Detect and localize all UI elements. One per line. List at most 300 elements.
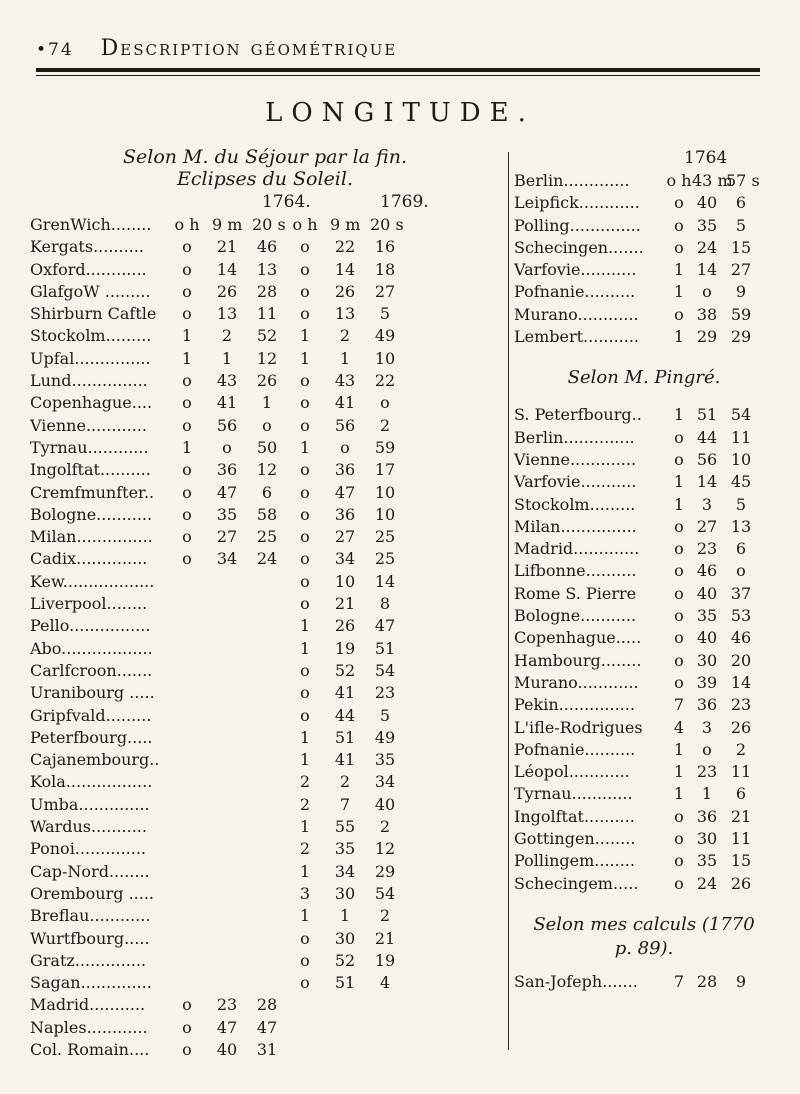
value-1764: 35: [216, 504, 238, 524]
place-name: Peterfbourg.....: [30, 727, 153, 747]
table-row: [514, 192, 774, 214]
value-1769: 1: [299, 638, 311, 658]
value-1769: 36: [334, 504, 356, 524]
value-1764: 1: [181, 326, 193, 346]
value-1769: 2: [299, 794, 311, 814]
value-1764: 46: [256, 237, 278, 257]
place-name: Abo..................: [30, 638, 153, 658]
value-1769: 14: [334, 259, 356, 279]
table-row: [30, 905, 500, 927]
value-1764: 43: [216, 371, 238, 391]
seconds: 59: [730, 304, 752, 324]
value-1764: 36: [216, 460, 238, 480]
value-1769: 1: [299, 817, 311, 837]
table-row: [514, 583, 774, 605]
place-name: Murano............: [514, 672, 639, 692]
place-name: Lund...............: [30, 371, 148, 391]
hours: o: [674, 606, 684, 626]
minutes: 24: [696, 237, 718, 257]
minutes: 43 m: [692, 171, 733, 190]
seconds: 6: [735, 784, 747, 804]
header-rule-thin: [36, 75, 760, 76]
place-name: Lifbonne..........: [514, 561, 637, 581]
value-1769: 59: [374, 437, 396, 457]
table-row: [514, 427, 774, 449]
place-name: Cajanembourg..: [30, 750, 160, 770]
value-1769: 41: [334, 393, 356, 413]
left-heading-1: Selon M. du Séjour par la fin.: [123, 146, 407, 168]
unit-label: 9 m: [330, 215, 361, 234]
value-1769: 21: [334, 594, 356, 614]
table-row: [30, 771, 500, 793]
value-1769: 26: [334, 281, 356, 301]
minutes: 36: [696, 695, 718, 715]
table-row: [514, 717, 774, 739]
seconds: 6: [735, 539, 747, 559]
table-row: [514, 806, 774, 828]
value-1769: 1: [299, 616, 311, 636]
value-1769: 29: [374, 861, 396, 881]
table-row: [30, 370, 500, 392]
seconds: 27: [730, 260, 752, 280]
value-1764: 12: [256, 460, 278, 480]
value-1764: o: [182, 304, 192, 324]
right-year-row: [514, 146, 774, 170]
hours: o h: [666, 171, 692, 190]
value-1769: o: [300, 281, 310, 301]
value-1769: 40: [374, 794, 396, 814]
value-1769: o: [300, 594, 310, 614]
value-1769: 3: [299, 883, 311, 903]
table-row: [30, 548, 500, 570]
table-row: [514, 627, 774, 649]
place-name: Stockolm.........: [514, 494, 636, 514]
left-heading-2: Eclipses du Soleil.: [176, 168, 354, 190]
place-name: Schecingen.......: [514, 237, 644, 257]
place-name: Pofnanie..........: [514, 739, 636, 759]
table-row: [514, 326, 774, 348]
value-1769: o: [300, 549, 310, 569]
table-row: [30, 682, 500, 704]
hours: o: [674, 427, 684, 447]
place-name: Breflau............: [30, 906, 151, 926]
table-row: [30, 236, 500, 258]
place-name: Kergats..........: [30, 237, 144, 257]
seconds: 21: [730, 806, 752, 826]
value-1769: o: [300, 660, 310, 680]
value-1764: o: [182, 237, 192, 257]
value-1769: 47: [374, 616, 396, 636]
unit-label: 9 m: [212, 215, 243, 234]
value-1769: 25: [374, 549, 396, 569]
table-row: [30, 259, 500, 281]
table-row: [514, 494, 774, 516]
value-1764: 1: [181, 348, 193, 368]
minutes: 36: [696, 806, 718, 826]
value-1769: 12: [374, 839, 396, 859]
place-name: Varfovie...........: [514, 260, 637, 280]
table-row: [30, 861, 500, 883]
place-name: Copenhague....: [30, 393, 153, 413]
place-name: Madrid...........: [30, 995, 146, 1015]
place-name: Gottingen........: [514, 829, 636, 849]
value-1764: 6: [261, 482, 273, 502]
value-1769: 10: [334, 571, 356, 591]
hours: 1: [673, 739, 685, 759]
table-row: [514, 516, 774, 538]
value-1764: 47: [216, 1017, 238, 1037]
value-1769: 49: [374, 727, 396, 747]
place-name: Tyrnau............: [514, 784, 633, 804]
value-1769: 2: [379, 906, 391, 926]
place-name: Stockolm.........: [30, 326, 152, 346]
seconds: 6: [735, 193, 747, 213]
minutes: 30: [696, 829, 718, 849]
value-1769: 13: [334, 304, 356, 324]
place-name: Pofnanie..........: [514, 282, 636, 302]
seconds: 37: [730, 583, 752, 603]
seconds: 5: [735, 494, 747, 514]
seconds: 13: [730, 516, 752, 536]
table-row: [30, 392, 500, 414]
minutes: 29: [696, 327, 718, 347]
place-name: Vienne.............: [514, 449, 637, 469]
value-1769: 34: [374, 772, 396, 792]
place-name: Tyrnau............: [30, 437, 149, 457]
value-1764: 1: [221, 348, 233, 368]
value-1769: 2: [339, 772, 351, 792]
value-1764: 21: [216, 237, 238, 257]
minutes: o: [702, 739, 712, 759]
value-1764: 40: [216, 1039, 238, 1059]
place-name: Carlfcroon.......: [30, 660, 153, 680]
value-1764: o: [182, 995, 192, 1015]
seconds: 5: [735, 215, 747, 235]
value-1764: o: [182, 281, 192, 301]
value-1769: 1: [299, 437, 311, 457]
unit-label: 20 s: [252, 215, 286, 234]
table-row: [30, 816, 500, 838]
value-1764: 13: [216, 304, 238, 324]
minutes: 40: [696, 583, 718, 603]
table-row: [514, 449, 774, 471]
value-1764: 11: [256, 304, 278, 324]
seconds: 46: [730, 628, 752, 648]
value-1769: 49: [374, 326, 396, 346]
value-1764: 41: [216, 393, 238, 413]
minutes: 23: [696, 762, 718, 782]
place-name: Schecingem.....: [514, 873, 639, 893]
table-row: [514, 694, 774, 716]
minutes: 40: [696, 628, 718, 648]
value-1769: 23: [374, 683, 396, 703]
value-1764: 34: [216, 549, 238, 569]
table-row: [514, 971, 774, 993]
hours: o: [674, 539, 684, 559]
value-1764: 2: [221, 326, 233, 346]
place-name: Orembourg .....: [30, 883, 154, 903]
value-1769: o: [300, 371, 310, 391]
value-1769: 21: [374, 928, 396, 948]
value-1769: 27: [374, 281, 396, 301]
year-1764: 1764.: [262, 192, 311, 212]
value-1769: 56: [334, 415, 356, 435]
table-row: [514, 828, 774, 850]
minutes: 46: [696, 561, 718, 581]
table-row: [514, 739, 774, 761]
seconds: 53: [730, 606, 752, 626]
value-1764: o: [182, 482, 192, 502]
table-row: [30, 972, 500, 994]
value-1764: 28: [256, 995, 278, 1015]
value-1769: 54: [374, 883, 396, 903]
calc-heading-2: p. 89).: [614, 937, 674, 959]
value-1764: 28: [256, 281, 278, 301]
seconds: 9: [735, 282, 747, 302]
hours: 7: [673, 971, 685, 991]
value-1769: 34: [334, 549, 356, 569]
hours: o: [674, 516, 684, 536]
unit-label: o h: [292, 215, 318, 234]
value-1764: 26: [216, 281, 238, 301]
hours: o: [674, 806, 684, 826]
value-1764: o: [182, 504, 192, 524]
header-rule-thick: [36, 68, 760, 72]
value-1769: 36: [334, 460, 356, 480]
place-name: Copenhague.....: [514, 628, 642, 648]
value-1764: o: [182, 259, 192, 279]
place-name: Wardus...........: [30, 817, 147, 837]
seconds: 20: [730, 650, 752, 670]
value-1769: 10: [374, 348, 396, 368]
place-name: Upfal...............: [30, 348, 151, 368]
hours: o: [674, 449, 684, 469]
hours: 1: [673, 282, 685, 302]
minutes: 24: [696, 873, 718, 893]
place-name: Madrid.............: [514, 539, 640, 559]
value-1769: 1: [299, 861, 311, 881]
value-1769: 10: [374, 482, 396, 502]
hours: o: [674, 561, 684, 581]
minutes: 39: [696, 672, 718, 692]
place-name: Rome S. Pierre: [514, 583, 637, 603]
value-1769: o: [300, 237, 310, 257]
place-name: Shirburn Caftle: [30, 304, 157, 324]
hours: o: [674, 851, 684, 871]
value-1764: o: [182, 549, 192, 569]
minutes: 56: [696, 449, 718, 469]
table-row: [30, 437, 500, 459]
value-1769: 1: [299, 750, 311, 770]
table-row: [514, 850, 774, 872]
place-name: Cap-Nord........: [30, 861, 150, 881]
right-year: 1764: [684, 148, 728, 168]
minutes: 3: [701, 717, 713, 737]
value-1769: o: [300, 304, 310, 324]
table-row: [514, 605, 774, 627]
minutes: 14: [696, 472, 718, 492]
table-row: [30, 705, 500, 727]
value-1769: 25: [374, 527, 396, 547]
value-1769: 16: [374, 237, 396, 257]
hours: o: [674, 873, 684, 893]
hours: 1: [673, 494, 685, 514]
value-1769: 4: [379, 973, 391, 993]
minutes: 35: [696, 851, 718, 871]
table-row: [30, 749, 500, 771]
page-number: •74: [36, 40, 74, 60]
hours: o: [674, 215, 684, 235]
value-1769: 52: [334, 660, 356, 680]
table-row: [514, 237, 774, 259]
hours: o: [674, 193, 684, 213]
table-row: [30, 571, 500, 593]
hours: 1: [673, 784, 685, 804]
minutes: 27: [696, 516, 718, 536]
seconds: 2: [735, 739, 747, 759]
value-1769: 1: [339, 906, 351, 926]
value-1764: 52: [256, 326, 278, 346]
value-1769: o: [300, 393, 310, 413]
table-row: [30, 1039, 500, 1061]
place-name: Varfovie...........: [514, 472, 637, 492]
minutes: 38: [696, 304, 718, 324]
value-1764: o: [182, 1017, 192, 1037]
hours: 1: [673, 260, 685, 280]
hours: o: [674, 583, 684, 603]
value-1769: 2: [339, 326, 351, 346]
place-name: Hambourg........: [514, 650, 642, 670]
value-1769: 41: [334, 750, 356, 770]
hours: 4: [673, 717, 685, 737]
place-name: Col. Romain....: [30, 1039, 150, 1059]
place-name: Milan...............: [514, 516, 637, 536]
hours: o: [674, 672, 684, 692]
seconds: 10: [730, 449, 752, 469]
table-row: [30, 526, 500, 548]
value-1764: o: [222, 437, 232, 457]
place-name: Ingolftat..........: [30, 460, 151, 480]
column-divider: [508, 152, 509, 1050]
value-1769: 17: [374, 460, 396, 480]
value-1764: o: [182, 415, 192, 435]
place-name: Polling..............: [514, 215, 641, 235]
value-1769: 18: [374, 259, 396, 279]
place-name: Uranibourg .....: [30, 683, 155, 703]
value-1769: 2: [379, 415, 391, 435]
table-row: [514, 215, 774, 237]
value-1769: o: [300, 950, 310, 970]
seconds: 15: [730, 851, 752, 871]
left-table: [30, 214, 500, 1061]
table-row: [30, 615, 500, 637]
table-row: [30, 325, 500, 347]
place-name: Berlin..............: [514, 427, 635, 447]
place-name: Cremfmunfter..: [30, 482, 155, 502]
table-row: [30, 660, 500, 682]
unit-label: 20 s: [370, 215, 404, 234]
seconds: o: [736, 561, 746, 581]
left-column: [30, 146, 500, 1061]
hours: o: [674, 237, 684, 257]
table-row: [30, 415, 500, 437]
value-1769: 44: [334, 705, 356, 725]
table-row: [30, 593, 500, 615]
pingre-heading: Selon M. Pingré.: [567, 367, 721, 389]
value-1769: 19: [334, 638, 356, 658]
seconds: 26: [730, 717, 752, 737]
hours: 1: [673, 472, 685, 492]
value-1769: o: [300, 415, 310, 435]
value-1769: 41: [334, 683, 356, 703]
hours: 1: [673, 327, 685, 347]
minutes: 1: [701, 784, 713, 804]
calc-table: [514, 971, 774, 993]
value-1769: 27: [334, 527, 356, 547]
value-1769: o: [300, 527, 310, 547]
table-row: [30, 482, 500, 504]
value-1764: 47: [256, 1017, 278, 1037]
value-1769: o: [300, 259, 310, 279]
value-1769: 22: [374, 371, 396, 391]
value-1769: 1: [299, 326, 311, 346]
place-name: Gripfvald.........: [30, 705, 152, 725]
value-1769: o: [300, 571, 310, 591]
value-1769: 7: [339, 794, 351, 814]
value-1769: 54: [374, 660, 396, 680]
table-row: [514, 281, 774, 303]
table-row: [30, 794, 500, 816]
value-1764: 1: [181, 437, 193, 457]
place-name: Pello................: [30, 616, 151, 636]
place-name: Bologne...........: [514, 606, 637, 626]
value-1764: 50: [256, 437, 278, 457]
value-1764: 27: [216, 527, 238, 547]
seconds: 26: [730, 873, 752, 893]
place-name: GlafgoW .........: [30, 281, 151, 301]
value-1764: 58: [256, 504, 278, 524]
place-name: Murano............: [514, 304, 639, 324]
value-1769: 5: [379, 304, 391, 324]
table-row: [30, 504, 500, 526]
value-1769: o: [300, 928, 310, 948]
place-name: Liverpool........: [30, 594, 148, 614]
right-column: [514, 146, 774, 993]
table-row: [30, 838, 500, 860]
place-name: San-Jofeph.......: [514, 971, 638, 991]
value-1764: o: [182, 527, 192, 547]
minutes: 44: [696, 427, 718, 447]
table-row: [30, 281, 500, 303]
minutes: 14: [696, 260, 718, 280]
table-row: [514, 560, 774, 582]
place-name: Léopol............: [514, 762, 630, 782]
seconds: 45: [730, 472, 752, 492]
value-1769: 55: [334, 817, 356, 837]
value-1769: o: [380, 393, 390, 413]
place-name: Sagan..............: [30, 973, 152, 993]
running-header: [36, 36, 756, 61]
hours: o: [674, 628, 684, 648]
value-1769: 14: [374, 571, 396, 591]
value-1769: 47: [334, 482, 356, 502]
value-1769: 51: [374, 638, 396, 658]
minutes: 35: [696, 606, 718, 626]
value-1769: 30: [334, 928, 356, 948]
value-1764: 14: [216, 259, 238, 279]
place-name: Oxford............: [30, 259, 147, 279]
place-name: Pekin...............: [514, 695, 635, 715]
